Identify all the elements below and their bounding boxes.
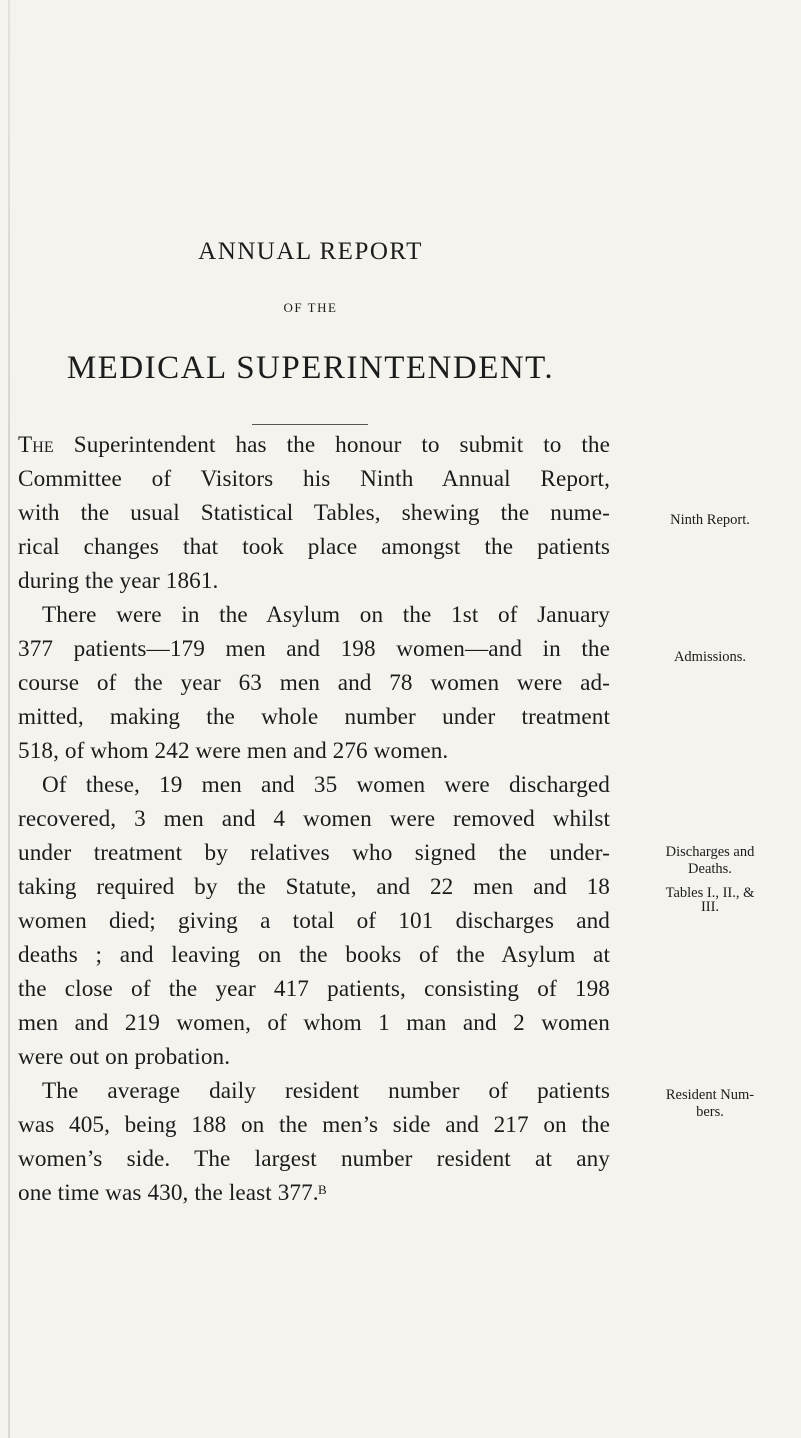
body-line: course of the year 63 men and 78 women were ad- — [18, 670, 610, 696]
body-line: were out on probation. — [18, 1044, 231, 1070]
margin-note-resident-line: Resident Num- — [665, 1087, 755, 1103]
margin-note-ninth-report: Ninth Report. — [670, 512, 750, 528]
report-subtitle: MEDICAL SUPERINTENDENT. — [66, 350, 555, 386]
body-line: men and 219 women, of whom 1 man and 2 women — [18, 1010, 610, 1036]
signature-mark: B — [318, 1182, 327, 1197]
body-line: deaths ; and leaving on the books of the Asylum at — [18, 942, 610, 968]
body-line: The average daily resident number of patients — [42, 1078, 610, 1104]
body-line: There were in the Asylum on the 1st of January — [42, 602, 610, 628]
body-line-text: Superintendent has the honour to submit to the — [53, 432, 610, 458]
report-title-of: OF THE — [283, 300, 338, 315]
body-line: rical changes that took place amongst the patients — [18, 534, 610, 560]
body-line: Of these, 19 men and 35 women were discharged — [42, 772, 610, 798]
title-divider — [252, 424, 368, 425]
body-line: women died; giving a total of 101 discharges and — [18, 908, 610, 934]
body-line: Committee of Visitors his Ninth Annual Report, — [18, 466, 610, 492]
margin-note-resident-numbers — [622, 1087, 798, 1121]
margin-note-admissions: Admissions. — [673, 649, 747, 665]
body-line: 518, of whom 242 were men and 276 women. — [18, 738, 449, 764]
body-line: one time was 430, the least 377. — [18, 1180, 319, 1206]
report-body — [18, 428, 610, 1210]
margin-note-resident-line: bers. — [696, 1104, 724, 1120]
body-line: with the usual Statistical Tables, shewing the nume- — [18, 500, 610, 526]
margin-note-tables-line: Tables I., II., & — [665, 885, 755, 901]
body-line: under treatment by relatives who signed the under- — [18, 840, 610, 866]
margin-note-discharges-line: Deaths. — [688, 861, 732, 877]
margin-note-tables-line: III. — [700, 899, 720, 915]
body-line — [18, 428, 610, 462]
margin-note-discharges — [622, 844, 798, 878]
margin-note-discharges-line: Discharges and — [665, 844, 755, 860]
body-line: during the year 1861. — [18, 568, 219, 594]
body-line: the close of the year 417 patients, consisting of 198 — [18, 976, 610, 1002]
body-line: was 405, being 188 on the men’s side and 217 on the — [18, 1112, 610, 1138]
body-line: mitted, making the whole number under treatment — [18, 704, 610, 730]
body-line: taking required by the Statute, and 22 men and 18 — [18, 874, 610, 900]
binding-edge — [8, 0, 10, 1438]
body-line: women’s side. The largest number resident at any — [18, 1146, 610, 1172]
margin-note-tables — [622, 886, 798, 914]
report-title: ANNUAL REPORT — [198, 238, 423, 265]
body-line: 377 patients—179 men and 198 women—and in the — [18, 636, 610, 662]
body-line: recovered, 3 men and 4 women were removed whilst — [18, 806, 610, 832]
opening-word: The — [18, 432, 54, 458]
